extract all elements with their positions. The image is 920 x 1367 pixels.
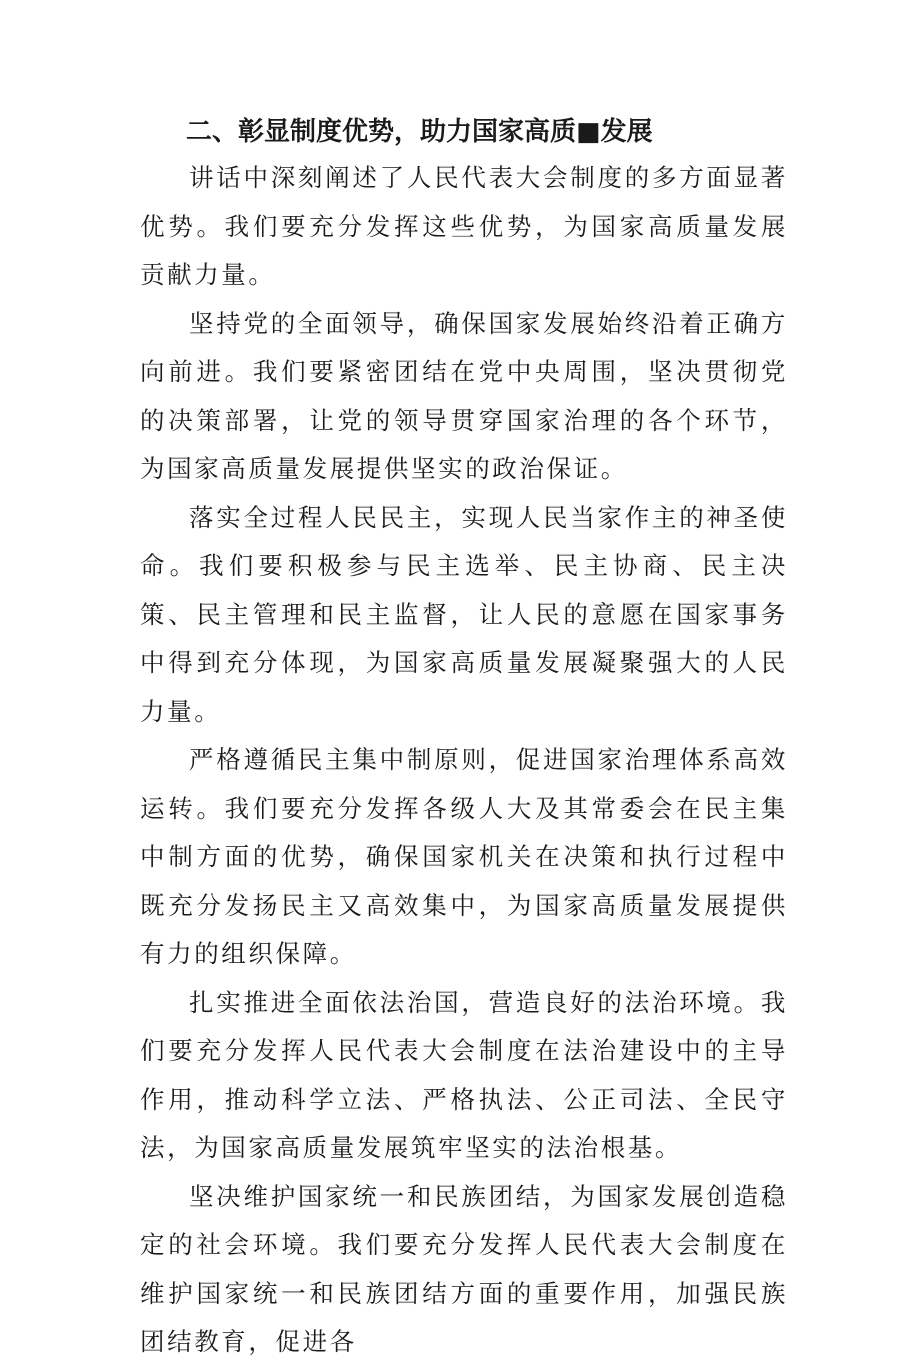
paragraph: 严格遵循民主集中制原则，促进国家治理体系高效运转。我们要充分发挥各级人大及其常委会在民主集中制方面的优势，确保国家机关在决策和执行过程中既充分发扬民主又高效集中，为国家高质量发展提供有力的组织保障。 <box>140 745 788 968</box>
paragraph: 讲话中深刻阐述了人民代表大会制度的多方面显著优势。我们要充分发挥这些优势，为国家高质量发展贡献力量。 <box>140 163 788 289</box>
paragraph: 坚持党的全面领导，确保国家发展始终沿着正确方向前进。我们要紧密团结在党中央周围，坚决贯彻党的决策部署，让党的领导贯穿国家治理的各个环节，为国家高质量发展提供坚实的政治保证。 <box>140 308 788 483</box>
paragraph: 扎实推进全面依法治国，营造良好的法治环境。我们要充分发挥人民代表大会制度在法治建设中的主导作用，推动科学立法、严格执法、公正司法、全民守法，为国家高质量发展筑牢坚实的法治根基。 <box>140 987 788 1162</box>
section-heading: 二、彰显制度优势，助力国家高质■发展 <box>186 117 653 147</box>
paragraph: 坚决维护国家统一和民族团结，为国家发展创造稳定的社会环境。我们要充分发挥人民代表大会制度在维护国家统一和民族团结方面的重要作用，加强民族团结教育，促进各 <box>140 1181 788 1356</box>
paragraph: 落实全过程人民民主，实现人民当家作主的神圣使命。我们要积极参与民主选举、民主协商、民主决策、民主管理和民主监督，让人民的意愿在国家事务中得到充分体现，为国家高质量发展凝聚强大的人民力量。 <box>140 502 788 726</box>
document-body <box>140 154 788 1367</box>
